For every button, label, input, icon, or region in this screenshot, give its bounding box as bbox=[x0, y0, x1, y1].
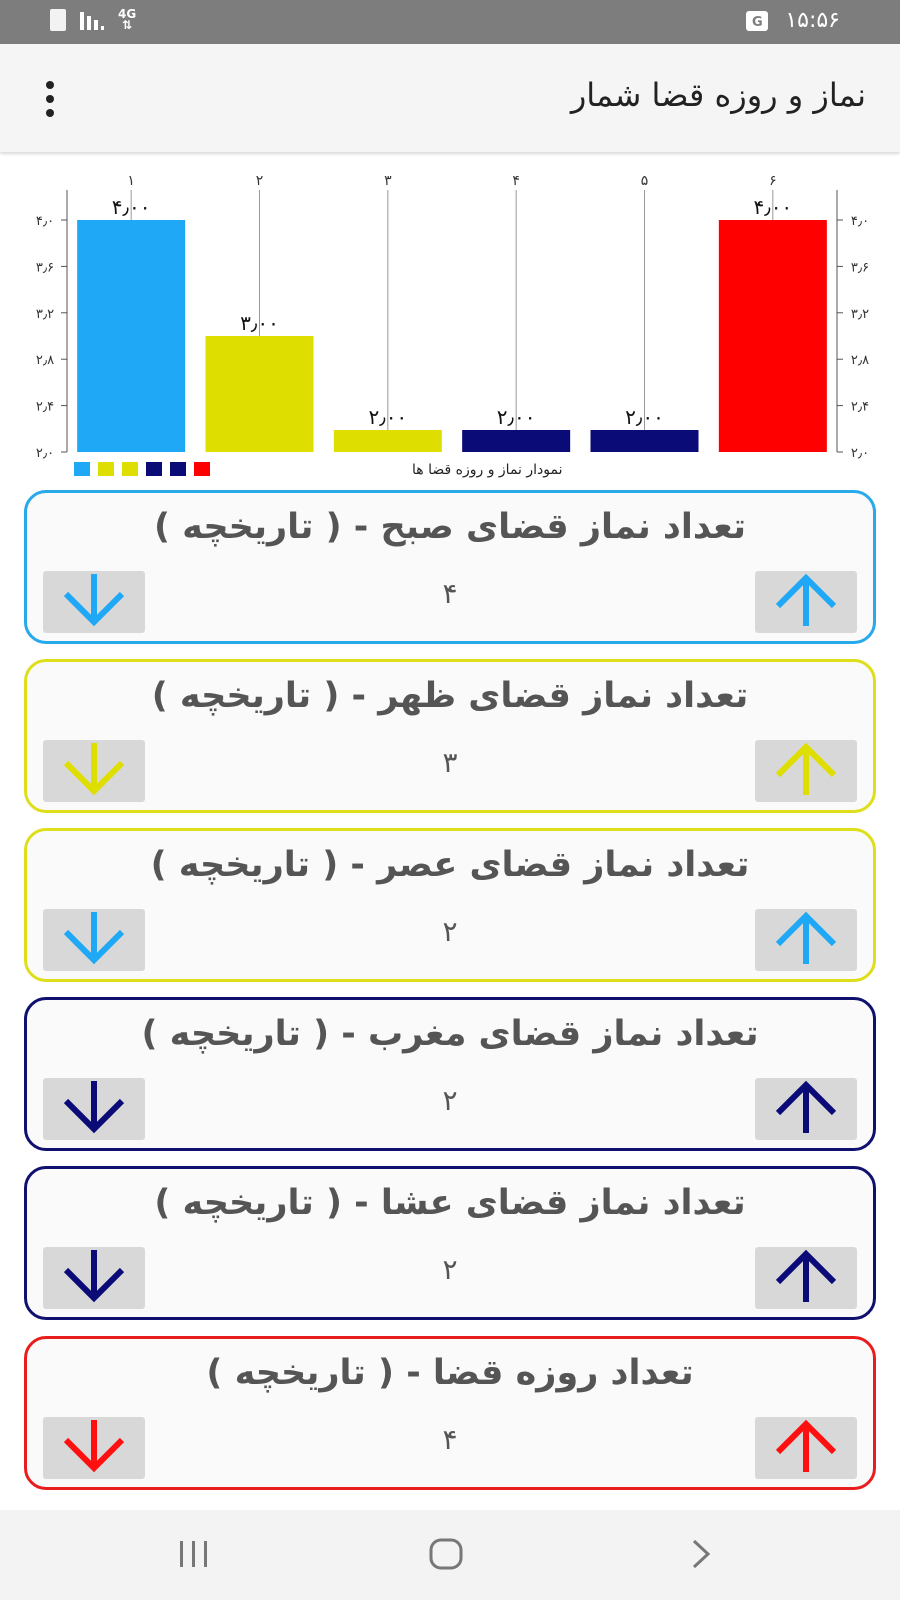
chart-bar bbox=[719, 220, 827, 452]
x-tick-label: ۱ bbox=[127, 173, 135, 189]
translate-icon bbox=[745, 9, 771, 33]
nav-bar bbox=[0, 1510, 900, 1600]
bar-value-label: ۴٫۰۰ bbox=[111, 195, 151, 219]
y-tick-label-right: ۲٫۰ bbox=[850, 446, 870, 461]
counter-card-fast bbox=[24, 1336, 876, 1490]
prayer-chart bbox=[0, 160, 900, 490]
legend-swatch bbox=[146, 462, 162, 476]
y-tick-label-right: ۲٫۸ bbox=[850, 353, 870, 369]
chart-bar bbox=[462, 430, 570, 452]
increment-button[interactable] bbox=[755, 571, 857, 633]
bar-value-label: ۳٫۰۰ bbox=[240, 311, 279, 335]
card-count: ۲ bbox=[442, 1253, 458, 1286]
x-tick-label: ۵ bbox=[640, 173, 649, 189]
y-tick-label-left: ۲٫۰ bbox=[35, 446, 55, 461]
legend-swatch bbox=[194, 462, 210, 476]
status-bar bbox=[0, 0, 900, 44]
home-icon[interactable] bbox=[426, 1534, 466, 1574]
card-title[interactable]: تعداد نماز قضای عشا - ( تاریخچه ) bbox=[154, 1183, 746, 1223]
legend-swatch bbox=[74, 462, 90, 476]
arrow-up-icon bbox=[770, 908, 842, 972]
y-tick-label-left: ۳٫۶ bbox=[35, 260, 55, 276]
counter-card-asr bbox=[24, 828, 876, 982]
card-count: ۲ bbox=[442, 915, 458, 948]
arrow-up-icon bbox=[770, 739, 842, 803]
card-count: ۳ bbox=[442, 746, 458, 779]
card-count: ۲ bbox=[442, 1084, 458, 1117]
legend-label: نمودار نماز و روزه قضا ها bbox=[412, 462, 563, 478]
arrow-up-icon bbox=[770, 1246, 842, 1310]
overflow-menu-icon[interactable] bbox=[30, 74, 70, 124]
status-left bbox=[50, 8, 136, 32]
y-tick-label-left: ۴٫۰ bbox=[35, 214, 55, 229]
network-type: 4G ⇅ bbox=[118, 7, 137, 32]
y-tick-label-left: ۳٫۲ bbox=[35, 306, 55, 322]
increment-button[interactable] bbox=[755, 1247, 857, 1309]
arrow-up-icon bbox=[770, 570, 842, 634]
signal-icon bbox=[78, 8, 106, 32]
arrow-up-icon bbox=[770, 1077, 842, 1141]
card-title[interactable]: تعداد نماز قضای ظهر - ( تاریخچه ) bbox=[151, 676, 749, 716]
y-tick-label-right: ۳٫۶ bbox=[850, 260, 870, 276]
card-title[interactable]: تعداد نماز قضای صبح - ( تاریخچه ) bbox=[154, 507, 746, 547]
x-tick-label: ۶ bbox=[769, 173, 777, 189]
status-right bbox=[745, 8, 840, 33]
increment-button[interactable] bbox=[755, 1417, 857, 1479]
y-tick-label-right: ۳٫۲ bbox=[850, 306, 870, 322]
app-bar bbox=[0, 44, 900, 152]
arrow-up-icon bbox=[770, 1416, 842, 1480]
bar-value-label: ۲٫۰۰ bbox=[368, 405, 408, 429]
card-title[interactable]: تعداد نماز قضای مغرب - ( تاریخچه ) bbox=[141, 1014, 759, 1054]
recent-apps-icon[interactable] bbox=[174, 1534, 214, 1574]
increment-button[interactable] bbox=[755, 1078, 857, 1140]
card-title[interactable]: تعداد نماز قضای عصر - ( تاریخچه ) bbox=[150, 845, 750, 885]
chart-bar bbox=[206, 336, 314, 452]
counter-card-zohr bbox=[24, 659, 876, 813]
counter-card-isha bbox=[24, 1166, 876, 1320]
svg-text:G: G bbox=[752, 14, 763, 30]
y-tick-label-right: ۴٫۰ bbox=[850, 214, 870, 229]
chart-bar bbox=[77, 220, 185, 452]
legend-swatch bbox=[98, 462, 114, 476]
app-title: نماز و روزه قضا شمار bbox=[570, 76, 866, 114]
chart-bar bbox=[591, 430, 699, 452]
y-tick-label-left: ۲٫۸ bbox=[35, 353, 55, 369]
chart-bar bbox=[334, 430, 442, 452]
x-tick-label: ۳ bbox=[384, 173, 392, 189]
card-count: ۴ bbox=[442, 1423, 458, 1456]
battery-icon bbox=[50, 9, 66, 31]
y-tick-label-left: ۲٫۴ bbox=[35, 399, 55, 415]
increment-button[interactable] bbox=[755, 909, 857, 971]
legend-swatch bbox=[170, 462, 186, 476]
card-count: ۴ bbox=[442, 577, 458, 610]
x-tick-label: ۴ bbox=[512, 173, 520, 189]
counter-card-subh bbox=[24, 490, 876, 644]
clock: ۱۵:۵۶ bbox=[785, 8, 840, 33]
x-tick-label: ۲ bbox=[255, 173, 264, 189]
y-tick-label-right: ۲٫۴ bbox=[850, 399, 870, 415]
card-title[interactable]: تعداد روزه قضا - ( تاریخچه ) bbox=[206, 1353, 694, 1393]
increment-button[interactable] bbox=[755, 740, 857, 802]
counter-card-maghrib bbox=[24, 997, 876, 1151]
bar-value-label: ۲٫۰۰ bbox=[496, 405, 536, 429]
back-icon[interactable] bbox=[680, 1534, 720, 1574]
bar-value-label: ۴٫۰۰ bbox=[753, 195, 793, 219]
bar-value-label: ۲٫۰۰ bbox=[625, 405, 664, 429]
legend-swatch bbox=[122, 462, 138, 476]
